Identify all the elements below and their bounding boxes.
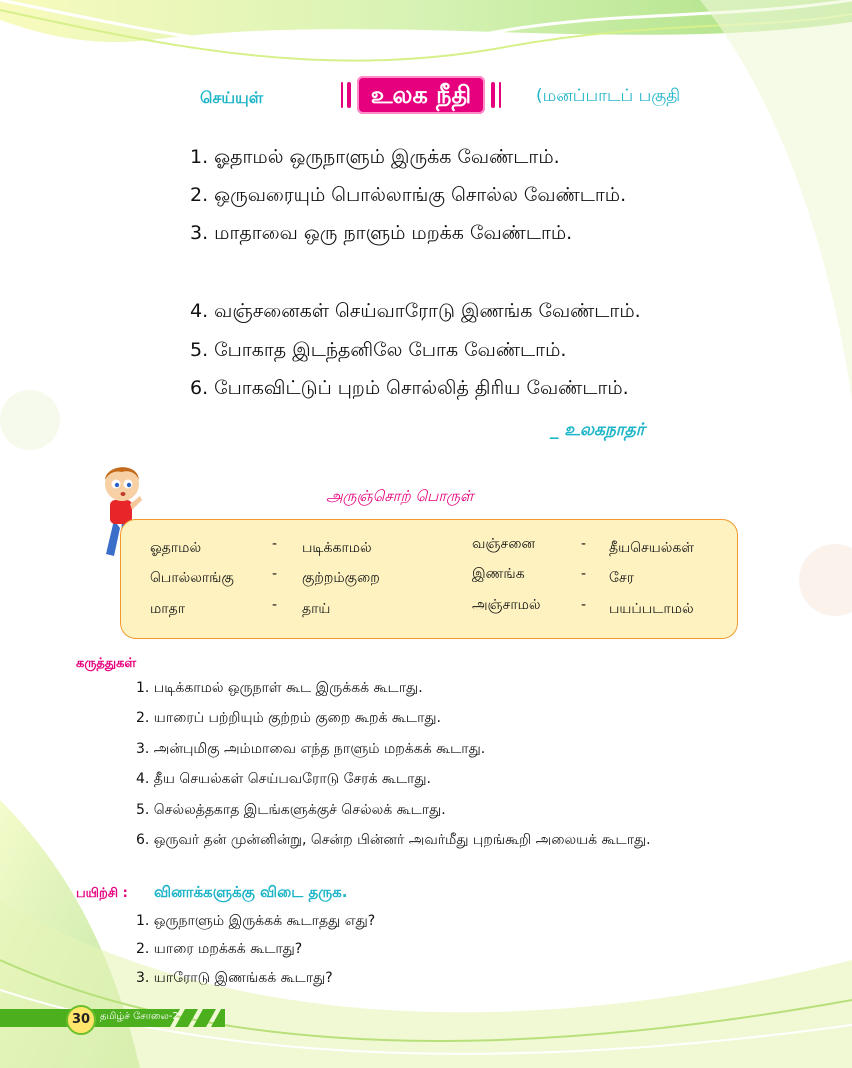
poem-line: 6. போகவிட்டுப் புறம் சொல்லித் திரிய வேண்டாம். <box>190 377 629 399</box>
glossary-meaning: படிக்காமல் <box>302 540 372 556</box>
exercise-item: 1. ஒருநாளும் இருக்கக் கூடாதது எது? <box>136 913 376 929</box>
poem-line: 2. ஒருவரையும் பொல்லாங்கு சொல்ல வேண்டாம். <box>190 184 627 206</box>
meaning-line: 5. செல்லத்தகாத இடங்களுக்குச் செல்லக் கூடாது. <box>136 802 446 818</box>
meaning-line: 3. அன்புமிகு அம்மாவை எந்த நாளும் மறக்கக் கூடாது. <box>136 741 486 757</box>
exercise-item: 3. யாரோடு இணங்கக் கூடாது? <box>136 970 333 986</box>
meanings-title: கருத்துகள் <box>76 656 137 671</box>
exercise-item: 2. யாரை மறக்கக் கூடாது? <box>136 941 303 957</box>
glossary-meaning: சேர <box>609 570 634 586</box>
glossary-word: பொல்லாங்கு <box>150 570 234 586</box>
poem-line: 1. ஓதாமல் ஒருநாளும் இருக்க வேண்டாம். <box>190 146 560 168</box>
page-title: உலக நீதி <box>357 76 485 114</box>
glossary-meaning: பயப்படாமல் <box>609 601 694 617</box>
poem-line: 5. போகாத இடந்தனிலே போக வேண்டாம். <box>190 339 567 361</box>
meaning-line: 6. ஒருவர் தன் முன்னின்று, சென்ற பின்னர் அவர்மீது புறங்கூறி அலையக் கூடாது. <box>136 832 651 848</box>
meaning-line: 4. தீய செயல்கள் செய்பவரோடு சேரக் கூடாது. <box>136 771 432 787</box>
glossary-dash: - <box>581 597 587 613</box>
glossary-word: இணங்க <box>472 566 525 582</box>
glossary-word: மாதா <box>150 601 186 617</box>
poem-line: 3. மாதாவை ஒரு நாளும் மறக்க வேண்டாம். <box>190 222 573 244</box>
poem-author: _ உலகநாதர் <box>550 420 645 440</box>
poem-line: 4. வஞ்சனைகள் செய்வாரோடு இணங்க வேண்டாம். <box>190 300 641 322</box>
glossary-dash: - <box>272 597 278 613</box>
glossary-word: வஞ்சனை <box>472 536 536 552</box>
glossary-word: ஓதாமல் <box>150 540 202 556</box>
glossary-dash: - <box>581 566 587 582</box>
exercise-question: வினாக்களுக்கு விடை தருக. <box>154 883 348 901</box>
glossary-dash: - <box>581 536 587 552</box>
meaning-line: 2. யாரைப் பற்றியும் குற்றம் குறை கூறக் கூடாது. <box>136 710 441 726</box>
glossary-meaning: தாய் <box>302 601 331 617</box>
meaning-line: 1. படிக்காமல் ஒருநாள் கூட இருக்கக் கூடாது. <box>136 680 423 696</box>
memorize-label: (மனப்பாடப் பகுதி <box>536 86 681 106</box>
glossary-word: அஞ்சாமல் <box>472 597 541 613</box>
book-title: தமிழ்ச் சோலை-2 <box>100 1011 179 1022</box>
glossary-dash: - <box>272 536 278 552</box>
glossary-meaning: குற்றம்குறை <box>302 570 380 586</box>
exercise-label: பயிற்சி : <box>76 886 128 901</box>
section-label: செய்யுள் <box>200 88 264 107</box>
page-number: 30 <box>66 1005 96 1035</box>
title-banner <box>324 76 518 114</box>
glossary-dash: - <box>272 566 278 582</box>
glossary-meaning: தீயசெயல்கள் <box>609 540 694 556</box>
glossary-title: அருஞ்சொற் பொருள் <box>326 487 474 505</box>
